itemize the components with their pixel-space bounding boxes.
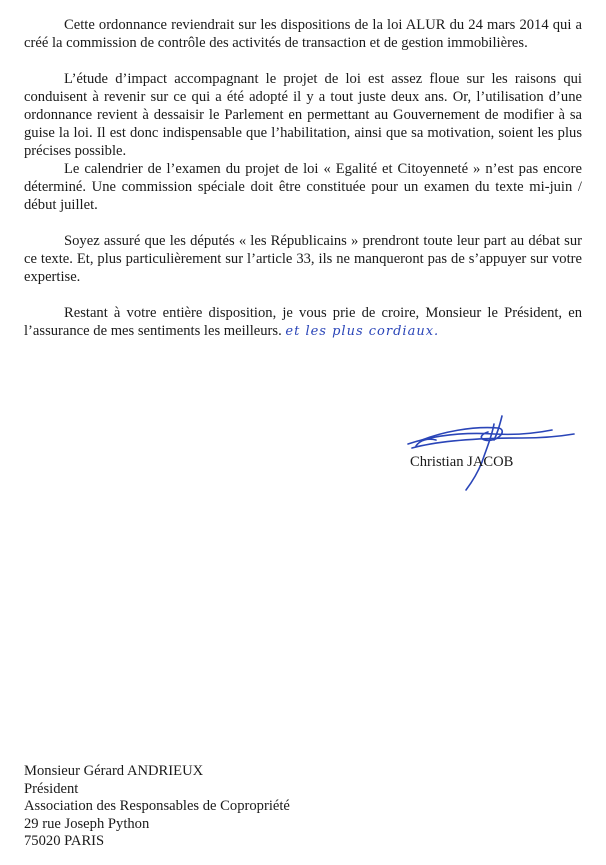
paragraph-closing	[24, 304, 582, 341]
recipient-address	[24, 763, 290, 851]
paragraph-alur-ordinance: Cette ordonnance reviendrait sur les dispositions de la loi ALUR du 24 mars 2014 qui a créé la commission de contrôle des activités de transaction et de gestion immobilières.	[24, 17, 582, 51]
recipient-name: Monsieur Gérard ANDRIEUX	[24, 763, 204, 779]
recipient-city: 75020 PARIS	[24, 833, 105, 849]
recipient-organization: Association des Responsables de Copropriété	[24, 798, 290, 814]
paragraph-calendar: Le calendrier de l’examen du projet de loi « Egalité et Citoyenneté » n’est pas encore déterminé. Une commission spéciale doit être constituée pour un examen du texte mi-juin / début juillet.	[24, 161, 582, 213]
closing-text: Restant à votre entière disposition, je vous prie de croire, Monsieur le Président, en l’assurance de mes sentiments les meilleurs.	[24, 305, 582, 339]
signature-block	[402, 410, 582, 500]
signatory-name: Christian JACOB	[410, 454, 514, 470]
handwritten-addition: et les plus cordiaux.	[285, 324, 440, 339]
recipient-street: 29 rue Joseph Python	[24, 815, 150, 832]
paragraph-impact-study: L’étude d’impact accompagnant le projet de loi est assez floue sur les raisons qui conduisent à revenir sur ce qui a été adopté il y a tout juste deux ans. Or, l’utilisation d’une ordonnance revient à dessaisir le Parlement en permettant au Gouvernement de modifier à sa guise la loi. Il est donc indispensable que l’habilitation, ainsi que sa motivation, soient les plus précises possible.	[24, 71, 582, 159]
paragraph-deputies: Soyez assuré que les députés « les Républicains » prendront toute leur part au débat sur ce texte. Et, plus particulièrement sur l’article 33, ils ne manqueront pas de s’appuyer sur votre expertise.	[24, 233, 582, 285]
recipient-title: Président	[24, 780, 79, 797]
